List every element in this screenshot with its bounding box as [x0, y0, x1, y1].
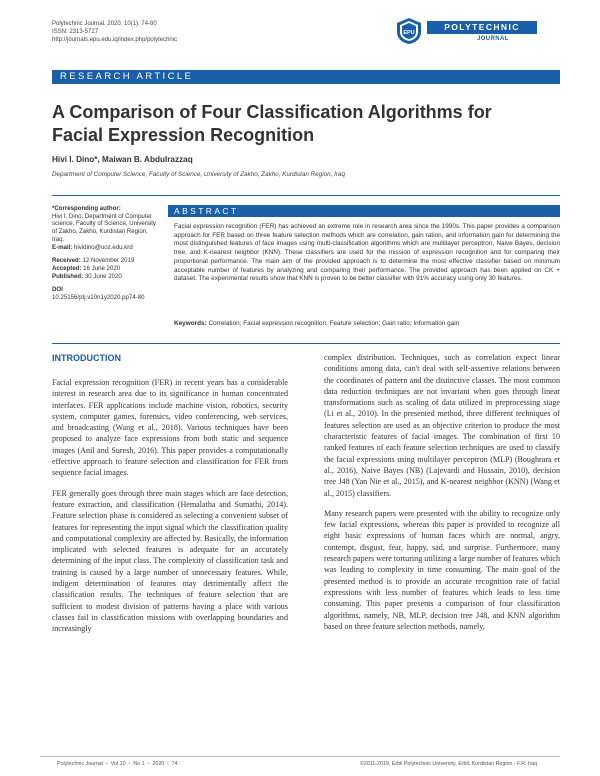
logo-title: POLYTECHNIC	[427, 21, 537, 34]
corresponding-text: Hivi I. Dino, Department of Computer science, Faculty of Science, University of Zakho, Zakho, Kurdistan Region, Iraq.	[52, 212, 156, 243]
authors: Hivi I. Dino*, Maiwan B. Abdulrazzaq	[52, 155, 193, 164]
paper-title: A Comparison of Four Classification Algorithms for Facial Expression Recognition	[52, 102, 492, 145]
email-line	[52, 244, 158, 252]
logo-subtitle: JOURNAL	[477, 36, 509, 42]
footer-volume: Vol 10	[110, 761, 126, 767]
footer-year: 2020	[152, 761, 165, 767]
published-line	[52, 273, 158, 281]
paragraph: FER generally goes through three main stages which are face detection, feature extraction, and classification (Hemalatha and Sumathi, 2014). Feature selection phase is considered as selecting a convenient subset of features for representing the input signal which the classification quality and computational complexity are affected by. Basically, the information implicated with selected features is adequate for an accurately determining of the input class. The complexity of classification task and training is caused by a large number of unnecessary features. While, indigent determination of features may detrimentally affect the classification results. The techniques of feature selection that are sufficient to modest division of patterns having a place with various classes fail in classification missions with overlapping boundaries and increasingly	[52, 488, 288, 634]
footer-journal: Polytechnic Journal	[57, 761, 103, 767]
footer-citation: Polytechnic Journal • Vol 10 • No 1 • 2020 | 74	[57, 761, 178, 767]
footer-number: No 1	[133, 761, 145, 767]
doi-label: DOI	[52, 286, 63, 294]
journal-citation: Polytechnic Journal. 2020. 10(1): 74-80	[52, 21, 157, 27]
journal-info	[52, 20, 177, 45]
journal-issn: ISSN: 2313-5727	[52, 29, 99, 36]
doi-value[interactable]: 10.25156/ptj.v10n1y2020.pp74-80	[52, 294, 145, 302]
email-address[interactable]: hividino@uoz.edu.krd	[74, 243, 133, 251]
published-label: Published:	[52, 272, 84, 280]
received-line	[52, 257, 158, 265]
journal-logo	[395, 17, 565, 55]
introduction-heading: INTRODUCTION	[52, 353, 121, 363]
paragraph: complex distribution. Techniques, such as correlation expect linear conditions among data, can't deal with self-assertive relations between the coordinates of pattern and the distinctive classes. The most common data reduction techniques are not invariant when goes through linear transformations such as scaling of data utilized in preprocessing stage (Li et al., 2010). In the presented method, three different techniques of features selection are used as an objective criterion to produce the most characteristic features of facial images. The combination of first 10 ranked features of each feature selection techniques are used to classify the facial expressions using multilayer perceptron (MLP) (Boughrara et al., 2016), Naive Bayes (NB) (Lajevardi and Hussain, 2010), decision tree J48 (Yan Nie et al., 2015), and K-nearest neighbor (KNN) (Wang et al., 2015) classifiers.	[324, 353, 560, 498]
seal-text: EPU	[403, 30, 415, 36]
footer-copyright: ©2011-2019, Erbil Polytechnic University, Erbil, Kurdistan Region - F.R. Iraq	[360, 761, 538, 767]
keywords	[174, 320, 560, 327]
university-seal-icon	[395, 17, 423, 45]
published-date: 30 June 2020	[84, 272, 122, 280]
abstract-heading: ABSTRACT	[174, 206, 239, 216]
accepted-label: Accepted:	[52, 264, 82, 272]
department: Department of Computer Science, Faculty of Science, University of Zakho, Zakho, Kurdistan Region, Iraq	[52, 171, 345, 178]
abstract-text: Facial expression recognition (FER) has achieved an extreme role in research area since the 1990s. This paper provides a comparison approach for FER based on three feature selection methods which are correlation, gain ration, and information gain for determining the most distinguished features of face images using multi-classification algorithms which are multilayer perceptron, Naive Bayes, decision tree, and K-nearest neighbor (KNN). These classifiers are used for the mission of expression recognition and for comparing their proportional performance. The main aim of the provided approach is to determine the most effective classifier based on minimum acceptable number of features by analyzing and comparing their performance. The provided approach has been applied on CK + dataset. The experimental results show that KNN is proven to be better classifier with 91% accuracy using only 30 features.	[174, 223, 560, 283]
corresponding-label: *Corresponding author:	[52, 205, 121, 212]
article-info	[52, 205, 158, 302]
paragraph: Facial expression recognition (FER) in recent years has a considerable interest in research area due to its significance in human concentrated interfaces. FER applications include machine vision, robotics, security system, computer games, forensics, video conferencing, web services, and broadcasting (Wang et al., 2018). Various techniques have been proposed to analyze face expressions from both static and sequence images (Anil and Suresh, 2016). This paper provides a computationally effective approach to feature selection and classification for FER from sequence facial images.	[52, 378, 288, 478]
keywords-label: Keywords:	[174, 320, 207, 327]
email-label: E-mail:	[52, 243, 73, 251]
divider-top	[52, 195, 560, 196]
received-label: Received:	[52, 257, 81, 265]
page-number: 74	[171, 761, 178, 767]
divider-mid	[52, 343, 560, 344]
received-date: 12 November 2019	[82, 257, 135, 265]
paragraph: Many research papers were presented with the ability to recognize only few facial expressions, whereas this paper is provided to recognize all eight basic expressions of human faces which are normal, angry, contempt, disgust, fear, happy, sad, and surprise. Furthermore, many research papers were torturing utilizing a large number of features which was leading to complexity in time consuming. The main goal of the presented method is to provide an accurate recognition rate of facial expressions with less number of features which leads to less time consuming. This paper presents a comparison of four classification algorithms, namely, NB, MLP, decision tree J48, and KNN algorithm based on three feature selection methods, namely,	[324, 508, 560, 631]
accepted-line	[52, 265, 158, 273]
journal-url[interactable]: http://journals.epu.edu.iq/index.php/polytechnic	[52, 37, 178, 44]
body-column-right	[324, 352, 560, 641]
body-column-left	[52, 377, 288, 644]
accepted-date: 16 June 2020	[83, 264, 121, 272]
section-label: RESEARCH ARTICLE	[60, 71, 194, 82]
keywords-list: Correlation; Facial expression recognition; Feature selection; Gain ratio; Information gain	[208, 320, 460, 327]
footer-divider	[40, 756, 560, 757]
